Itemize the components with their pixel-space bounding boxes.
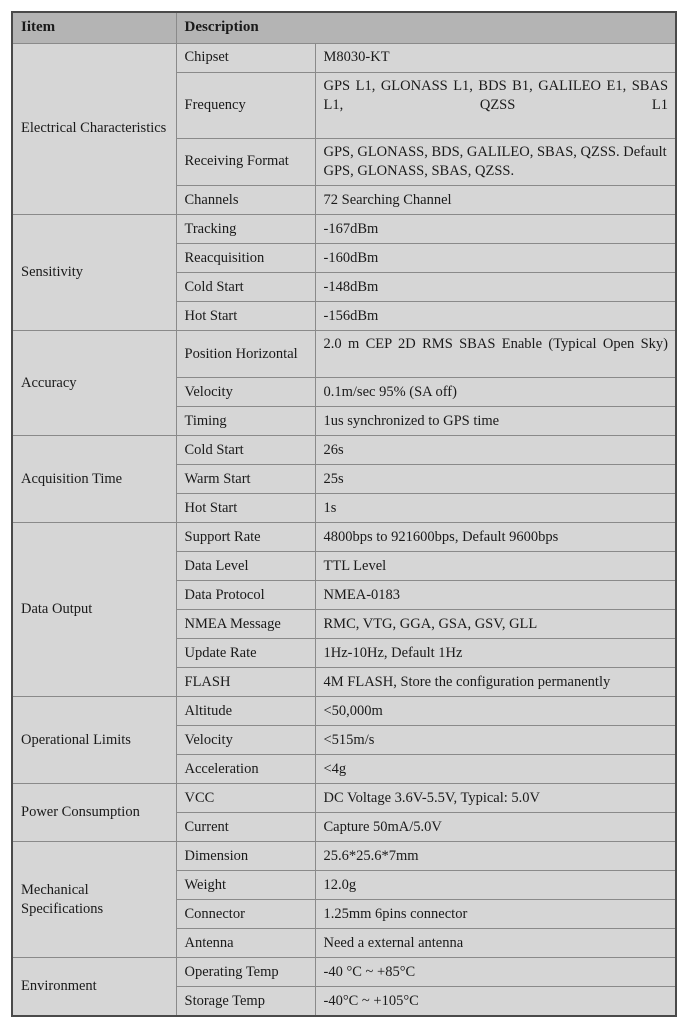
spec-value-cell: -148dBm xyxy=(315,273,676,302)
spec-value-cell: 25.6*25.6*7mm xyxy=(315,842,676,871)
spec-value-cell: -160dBm xyxy=(315,244,676,273)
spec-label-cell: Connector xyxy=(176,900,315,929)
group-label-cell: Data Output xyxy=(12,523,176,697)
spec-value-cell: -156dBm xyxy=(315,302,676,331)
spec-value-cell: -40 °C ~ +85°C xyxy=(315,958,676,987)
spec-value-cell: NMEA-0183 xyxy=(315,581,676,610)
group-label-cell: Mechanical Specifications xyxy=(12,842,176,958)
spec-label-cell: Altitude xyxy=(176,697,315,726)
table-row xyxy=(12,43,676,72)
spec-label-cell: Timing xyxy=(176,407,315,436)
table-row xyxy=(12,958,676,987)
spec-label-cell: NMEA Message xyxy=(176,610,315,639)
spec-label-cell: Operating Temp xyxy=(176,958,315,987)
spec-value-cell: 1.25mm 6pins connector xyxy=(315,900,676,929)
spec-value-cell: <4g xyxy=(315,755,676,784)
gnss-module-specification-table xyxy=(11,11,677,1017)
table-body xyxy=(12,43,676,1016)
spec-label-cell: FLASH xyxy=(176,668,315,697)
spec-label-cell: Update Rate xyxy=(176,639,315,668)
table-header xyxy=(12,12,676,43)
table-row xyxy=(12,697,676,726)
spec-label-cell: Weight xyxy=(176,871,315,900)
spec-label-cell: Dimension xyxy=(176,842,315,871)
spec-value-cell: 25s xyxy=(315,465,676,494)
spec-value-cell: -40°C ~ +105°C xyxy=(315,987,676,1016)
spec-label-cell: Warm Start xyxy=(176,465,315,494)
spec-value-cell: 72 Searching Channel xyxy=(315,186,676,215)
spec-value-cell: 4M FLASH, Store the configuration permanently xyxy=(315,668,676,697)
table-row xyxy=(12,523,676,552)
spec-value-cell: GPS, GLONASS, BDS, GALILEO, SBAS, QZSS. Default GPS, GLONASS, SBAS, QZSS. xyxy=(315,138,676,185)
table-row xyxy=(12,784,676,813)
spec-value-cell: 2.0 m CEP 2D RMS SBAS Enable (Typical Open Sky) xyxy=(315,331,676,378)
group-label-cell: Acquisition Time xyxy=(12,436,176,523)
spec-value-cell: DC Voltage 3.6V-5.5V, Typical: 5.0V xyxy=(315,784,676,813)
group-label-cell: Electrical Characteristics xyxy=(12,43,176,215)
spec-label-cell: Cold Start xyxy=(176,436,315,465)
column-header-item: Iitem xyxy=(12,12,176,43)
spec-value-cell: <50,000m xyxy=(315,697,676,726)
spec-label-cell: Frequency xyxy=(176,72,315,138)
spec-value-cell: 12.0g xyxy=(315,871,676,900)
spec-label-cell: Velocity xyxy=(176,378,315,407)
column-header-description: Description xyxy=(176,12,676,43)
spec-value-cell: Need a external antenna xyxy=(315,929,676,958)
spec-label-cell: Data Level xyxy=(176,552,315,581)
spec-label-cell: Antenna xyxy=(176,929,315,958)
table-row xyxy=(12,842,676,871)
spec-value-cell: M8030-KT xyxy=(315,43,676,72)
spec-value-cell: 26s xyxy=(315,436,676,465)
spec-label-cell: Acceleration xyxy=(176,755,315,784)
spec-label-cell: Cold Start xyxy=(176,273,315,302)
group-label-cell: Operational Limits xyxy=(12,697,176,784)
table-row xyxy=(12,331,676,378)
spec-value-cell: 1s xyxy=(315,494,676,523)
spec-label-cell: Position Horizontal xyxy=(176,331,315,378)
spec-label-cell: Storage Temp xyxy=(176,987,315,1016)
spec-value-cell: TTL Level xyxy=(315,552,676,581)
group-label-cell: Environment xyxy=(12,958,176,1016)
spec-label-cell: Receiving Format xyxy=(176,138,315,185)
spec-label-cell: Current xyxy=(176,813,315,842)
spec-value-cell: -167dBm xyxy=(315,215,676,244)
table-row xyxy=(12,215,676,244)
spec-label-cell: Channels xyxy=(176,186,315,215)
spec-value-cell: 1us synchronized to GPS time xyxy=(315,407,676,436)
group-label-cell: Power Consumption xyxy=(12,784,176,842)
spec-value-cell: 1Hz-10Hz, Default 1Hz xyxy=(315,639,676,668)
spec-value-cell: 0.1m/sec 95% (SA off) xyxy=(315,378,676,407)
spec-label-cell: VCC xyxy=(176,784,315,813)
spec-label-cell: Hot Start xyxy=(176,302,315,331)
spec-label-cell: Reacquisition xyxy=(176,244,315,273)
spec-value-cell: Capture 50mA/5.0V xyxy=(315,813,676,842)
spec-value-cell: GPS L1, GLONASS L1, BDS B1, GALILEO E1, SBAS L1, QZSS L1 xyxy=(315,72,676,138)
spec-value-cell: 4800bps to 921600bps, Default 9600bps xyxy=(315,523,676,552)
spec-label-cell: Data Protocol xyxy=(176,581,315,610)
spec-value-cell: RMC, VTG, GGA, GSA, GSV, GLL xyxy=(315,610,676,639)
spec-value-cell: <515m/s xyxy=(315,726,676,755)
spec-label-cell: Support Rate xyxy=(176,523,315,552)
group-label-cell: Accuracy xyxy=(12,331,176,436)
spec-label-cell: Hot Start xyxy=(176,494,315,523)
table-row xyxy=(12,436,676,465)
spec-label-cell: Tracking xyxy=(176,215,315,244)
spec-label-cell: Velocity xyxy=(176,726,315,755)
header-row xyxy=(12,12,676,43)
spec-label-cell: Chipset xyxy=(176,43,315,72)
group-label-cell: Sensitivity xyxy=(12,215,176,331)
